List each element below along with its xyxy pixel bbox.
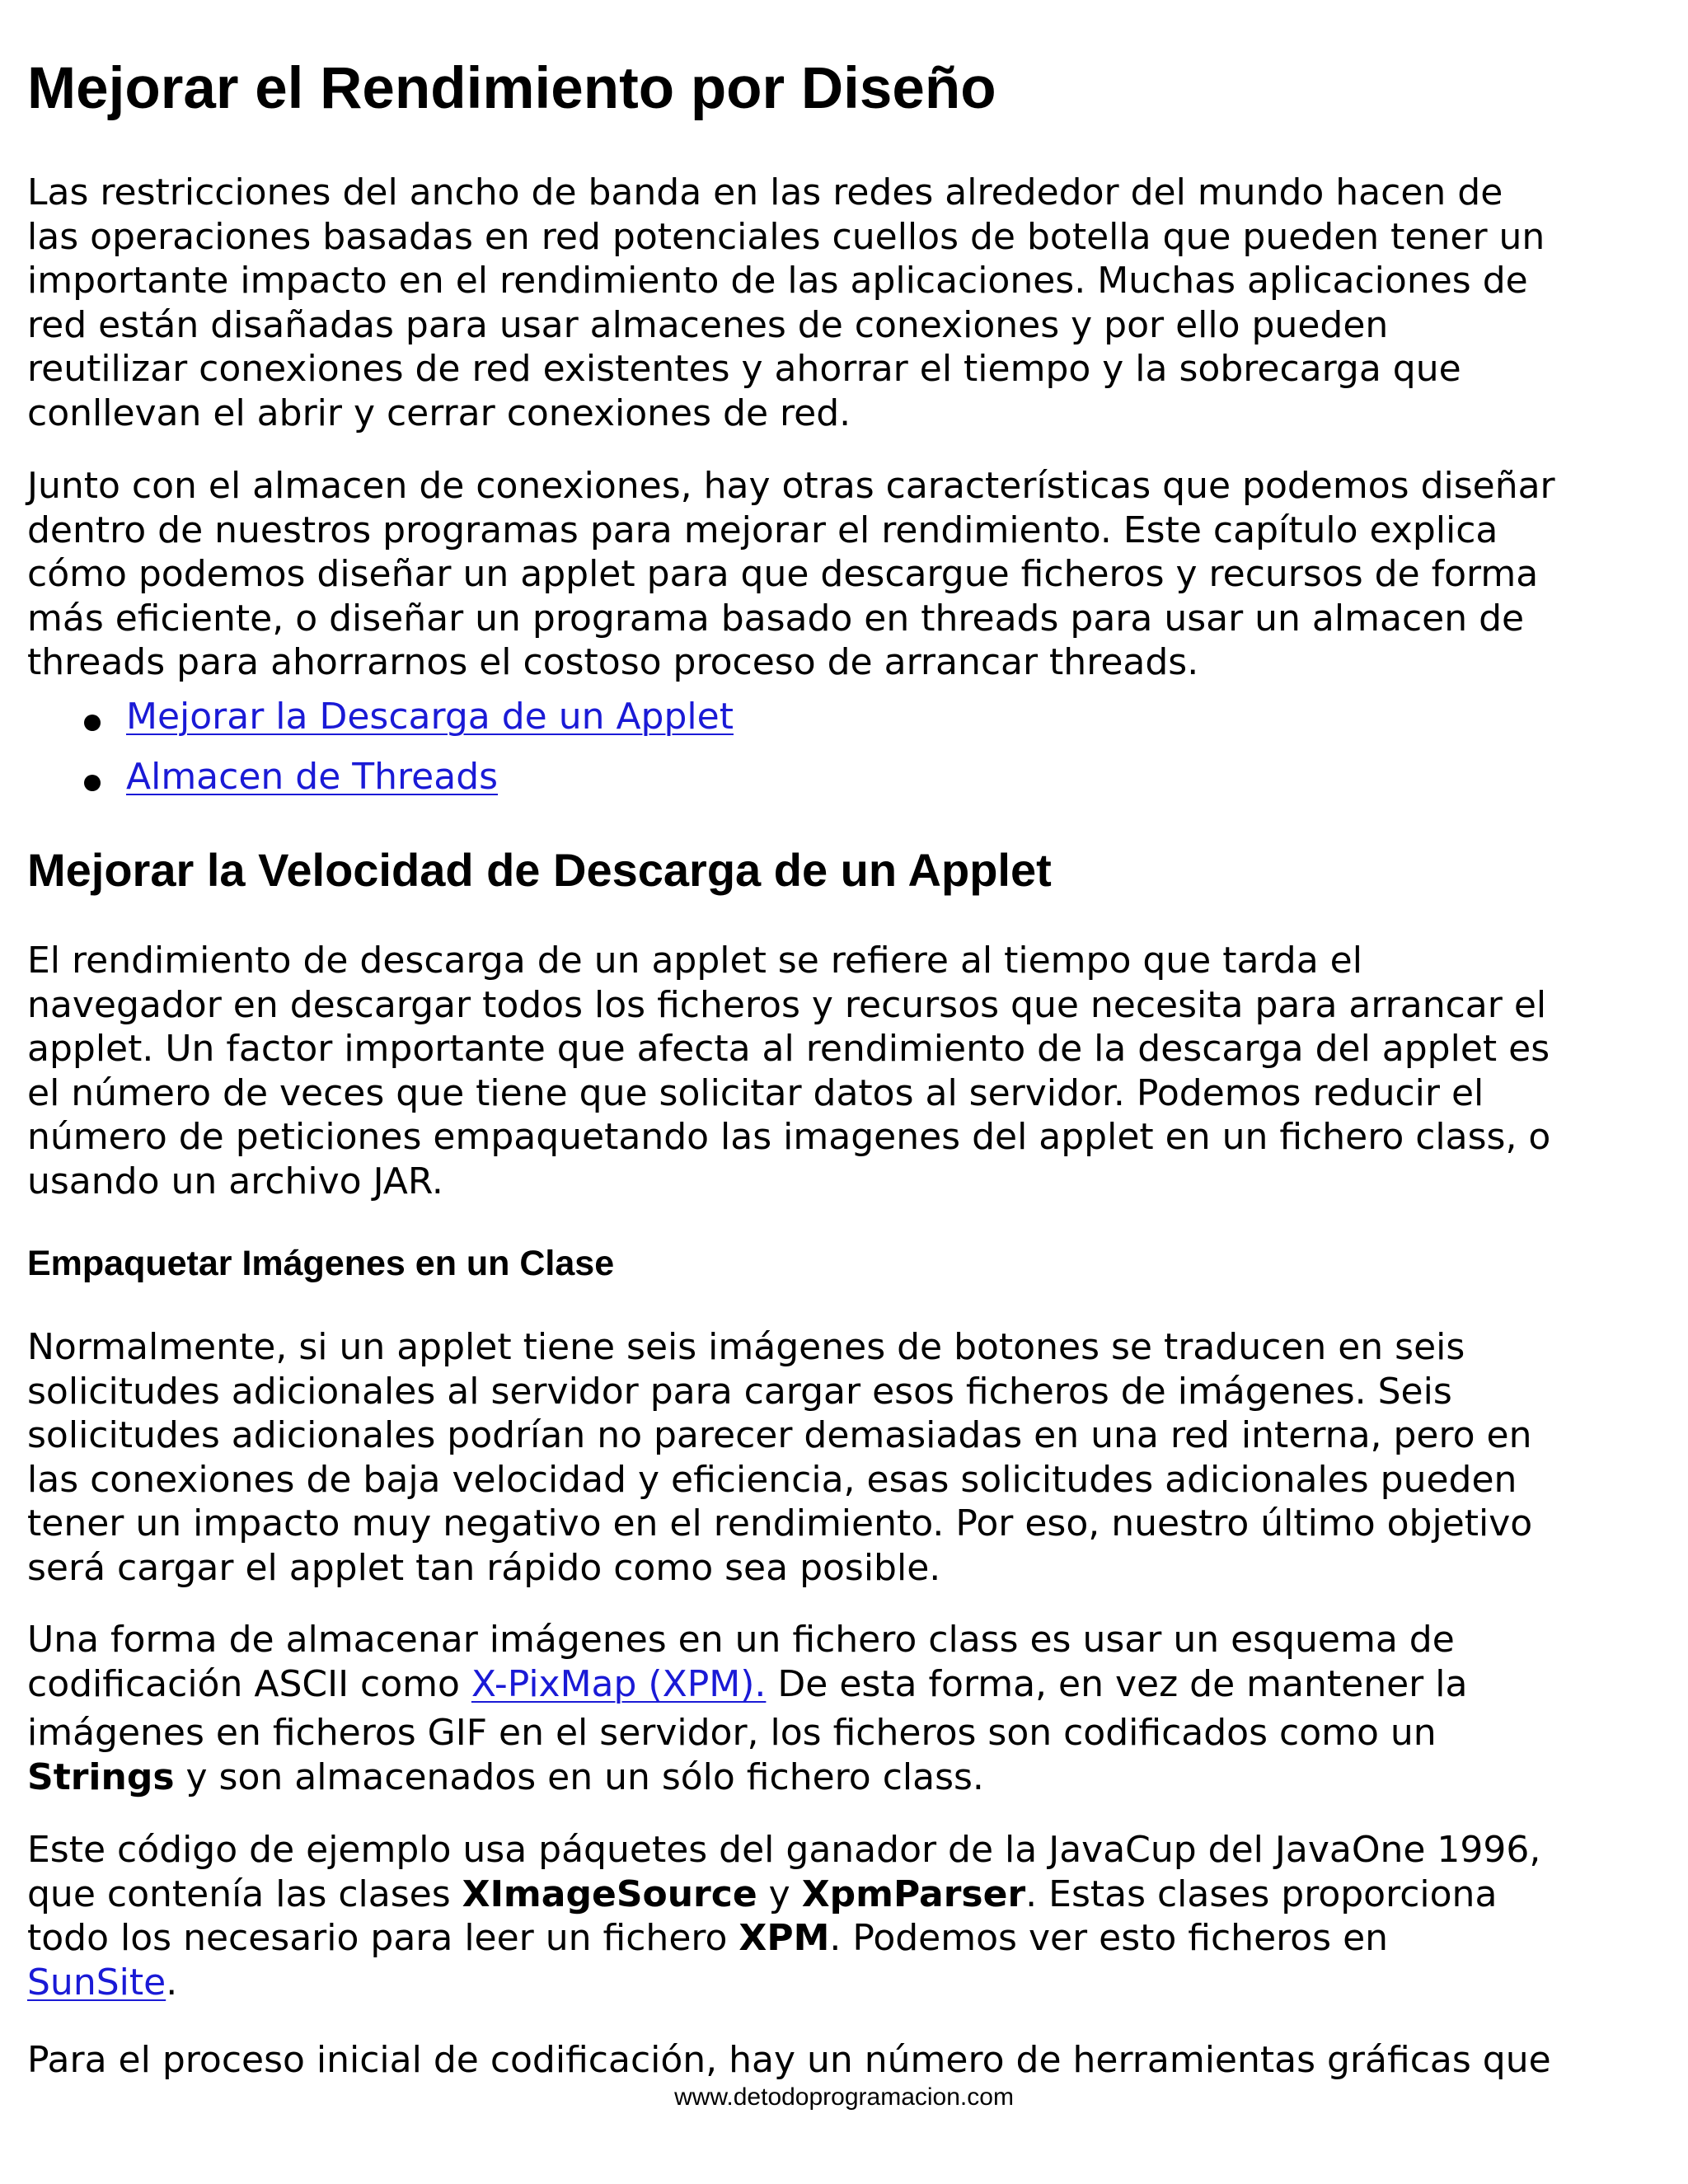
text-segment: . [166,1961,178,2004]
text-line: dentro de nuestros programas para mejorar el rendimiento. Este capítulo explica [27,509,1498,551]
text-line: Las restricciones del ancho de banda en las redes alrededor del mundo hacen de [27,171,1503,213]
text-segment: De esta forma, en vez de mantener la [766,1662,1468,1705]
subsection-paragraph-2 [27,1618,1667,1799]
bullet-icon [84,775,101,791]
bold-term-ximagesource: XImageSource [462,1872,757,1915]
bold-term-xpm: XPM [738,1917,830,1959]
text-segment: . Estas clases proporciona [1025,1872,1498,1915]
subsection-paragraph-1 [27,1325,1667,1590]
text-line: número de peticiones empaquetando las imagenes del applet en un fichero class, o [27,1116,1551,1158]
bullet-icon [84,715,101,731]
subsection-paragraph-3 [27,1828,1667,2004]
text-line: imágenes en ficheros GIF en el servidor, los ficheros son codificados como un [27,1712,1437,1754]
xpm-link[interactable]: X-PixMap (XPM). [471,1662,767,1705]
text-line [27,1755,1667,1800]
text-line: Junto con el almacen de conexiones, hay otras características que podemos diseñar [27,465,1555,507]
text-line: Este código de ejemplo usa páquetes del ganador de la JavaCup del JavaOne 1996, [27,1829,1541,1871]
text-line: red están disañadas para usar almacenes de conexiones y por ello pueden [27,303,1389,346]
section-title: Mejorar la Velocidad de Descarga de un Applet [27,844,1052,896]
text-line: solicitudes adicionales al servidor para cargar esos ficheros de imágenes. Seis [27,1370,1452,1413]
text-line: importante impacto en el rendimiento de las aplicaciones. Muchas aplicaciones de [27,260,1528,302]
text-line: Para el proceso inicial de codificación, hay un número de herramientas gráficas que [27,2039,1551,2081]
text-line: threads para ahorrarnos el costoso proceso de arrancar threads. [27,641,1199,683]
text-line: solicitudes adicionales podrían no parecer demasiadas en una red interna, pero en [27,1414,1532,1456]
text-line: navegador en descargar todos los ficheros y recursos que necesita para arrancar el [27,983,1547,1026]
text-segment: y [757,1872,802,1915]
table-of-contents [82,695,734,815]
toc-item [82,755,734,815]
section-paragraph-1 [27,939,1667,1203]
text-segment: que contenía las clases [27,1872,462,1915]
text-line [27,1662,1667,1707]
subsection-title: Empaquetar Imágenes en un Clase [27,1244,615,1283]
bold-term-xpmparser: XpmParser [801,1872,1026,1915]
text-line: cómo podemos diseñar un applet para que descargue ficheros y recursos de forma [27,553,1539,595]
intro-paragraph-1 [27,171,1667,435]
toc-link-applet-download[interactable]: Mejorar la Descarga de un Applet [126,696,734,738]
text-line: Una forma de almacenar imágenes en un fichero class es usar un esquema de [27,1619,1455,1661]
text-line: usando un archivo JAR. [27,1160,443,1202]
text-line: applet. Un factor importante que afecta al rendimiento de la descarga del applet es [27,1028,1550,1070]
text-line: el número de veces que tiene que solicitar datos al servidor. Podemos reducir el [27,1071,1484,1114]
text-line: El rendimiento de descarga de un applet se refiere al tiempo que tarda el [27,940,1362,982]
page-title: Mejorar el Rendimiento por Diseño [27,56,996,121]
text-line: reutilizar conexiones de red existentes y ahorrar el tiempo y la sobrecarga que [27,348,1461,390]
text-line: tener un impacto muy negativo en el rendimiento. Por eso, nuestro último objetivo [27,1502,1533,1544]
toc-link-thread-pool[interactable]: Almacen de Threads [126,756,499,798]
text-line: más eficiente, o diseñar un programa basado en threads para usar un almacen de [27,597,1525,640]
text-line: será cargar el applet tan rápido como sea posible. [27,1546,941,1589]
text-segment: y son almacenados en un sólo fichero class. [174,1755,984,1798]
bold-term-strings: Strings [27,1755,175,1798]
toc-item [82,695,734,755]
subsection-paragraph-4 [27,2038,1667,2083]
text-line [27,1916,1667,1961]
text-segment: codificación ASCII como [27,1662,471,1705]
text-line: las conexiones de baja velocidad y eficiencia, esas solicitudes adicionales pueden [27,1458,1517,1501]
text-segment: todo los necesario para leer un fichero [27,1917,739,1959]
text-line: Normalmente, si un applet tiene seis imágenes de botones se traducen en seis [27,1326,1465,1368]
sunsite-link[interactable]: SunSite [27,1961,166,2004]
text-line: las operaciones basadas en red potenciales cuellos de botella que pueden tener un [27,215,1545,258]
text-line: conllevan el abrir y cerrar conexiones de red. [27,391,851,434]
text-segment: . Podemos ver esto ficheros en [829,1917,1389,1959]
text-line [27,1961,1667,2005]
page-footer: www.detodoprogramacion.com [674,2083,1014,2111]
text-line [27,1872,1667,1917]
intro-paragraph-2 [27,464,1667,685]
